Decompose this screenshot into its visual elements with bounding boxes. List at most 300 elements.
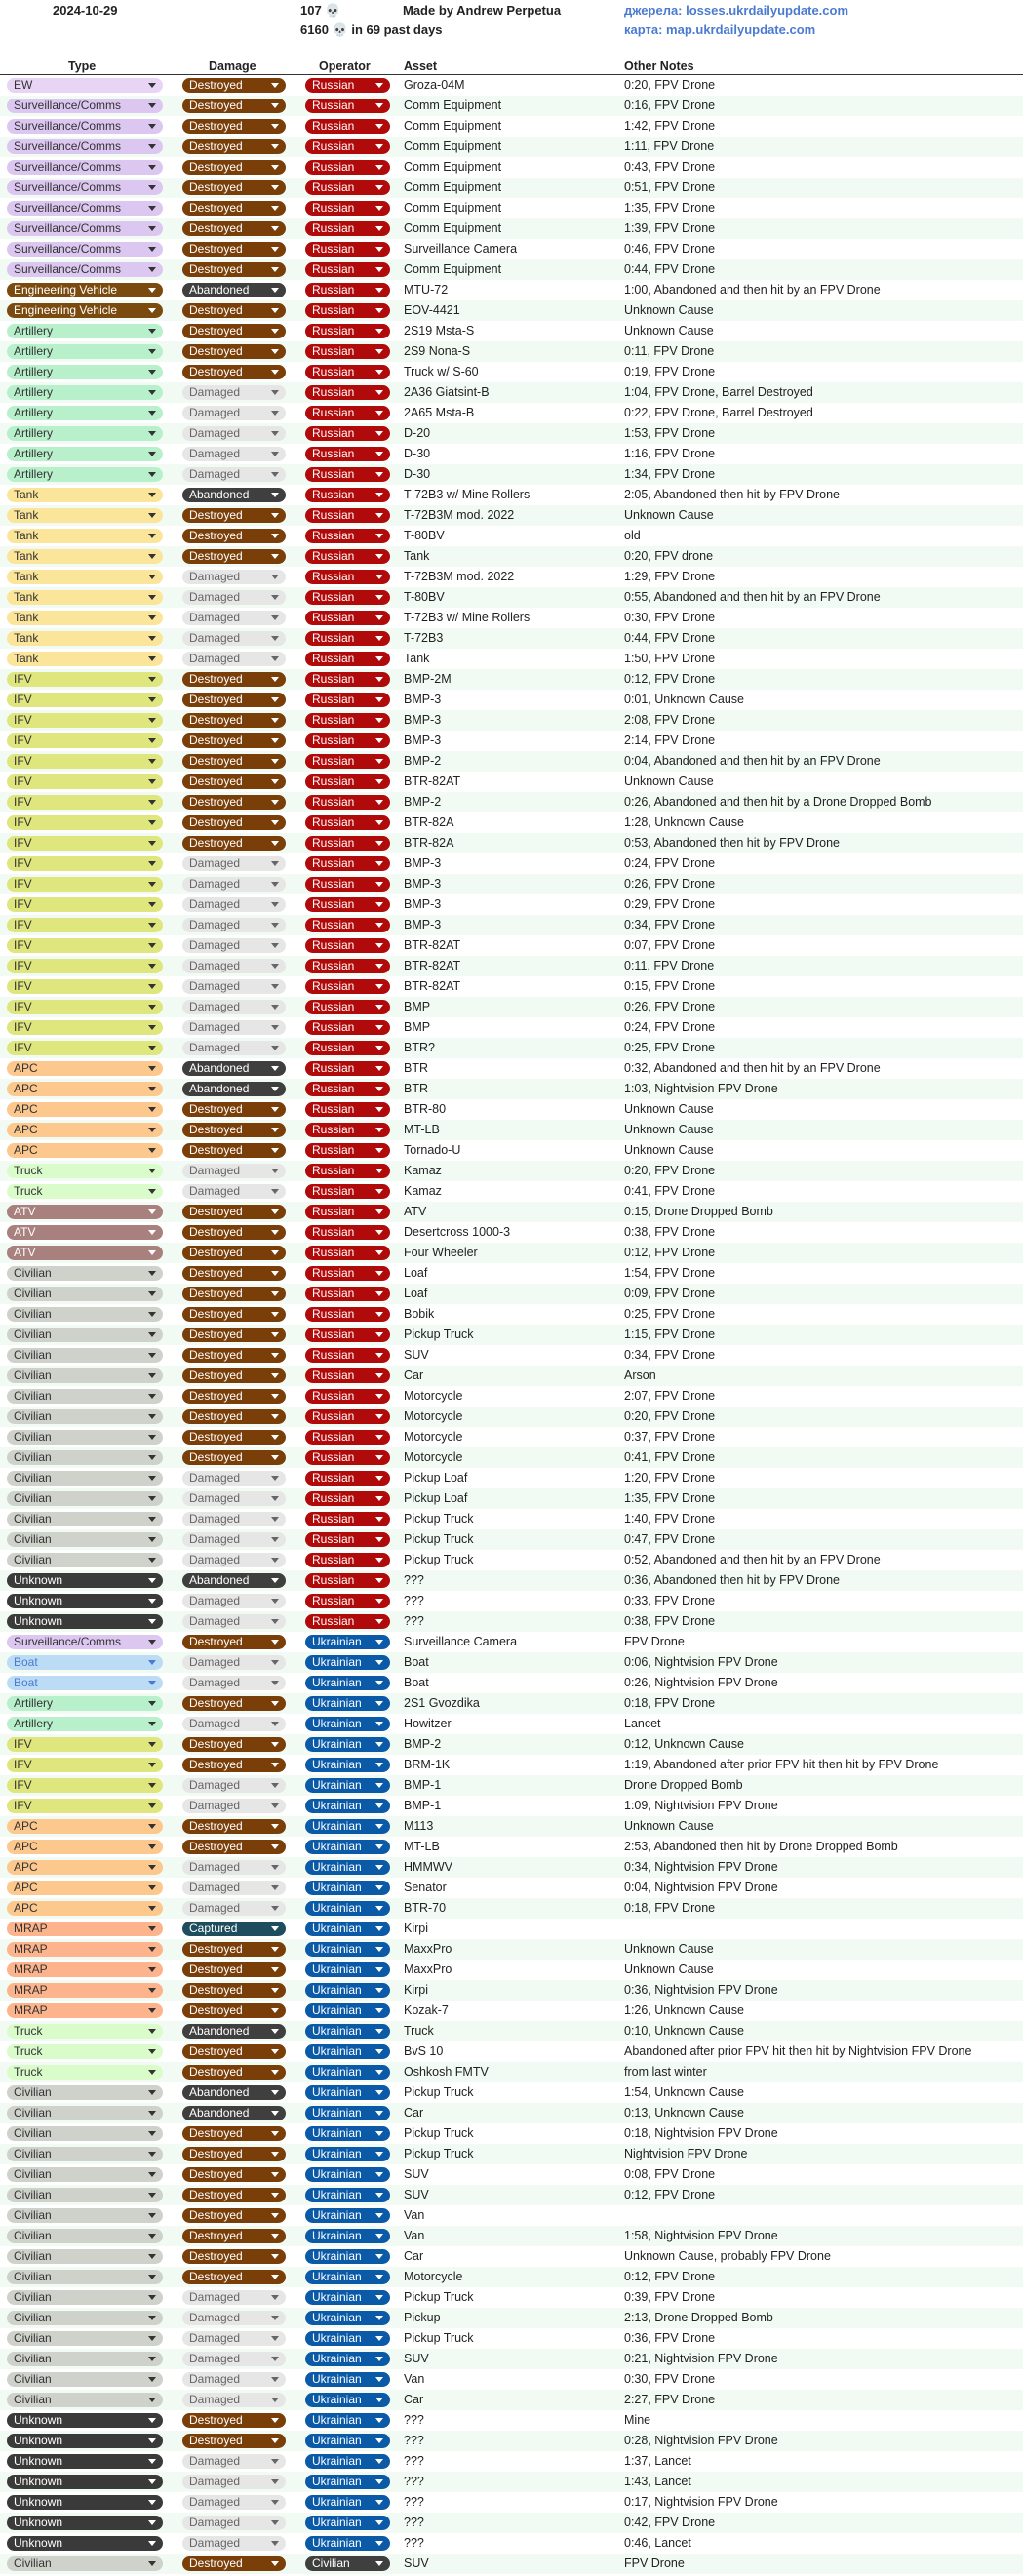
damage-select[interactable] (182, 2372, 286, 2387)
operator-select[interactable] (305, 467, 390, 482)
notes-cell[interactable]: 0:12, FPV Drone (624, 2270, 716, 2283)
notes-cell[interactable]: 0:52, Abandoned and then hit by an FPV Drone (624, 1553, 881, 1566)
notes-cell[interactable]: 0:20, FPV drone (624, 549, 714, 563)
notes-cell[interactable]: 0:34, Nightvision FPV Drone (624, 1860, 778, 1874)
damage-select[interactable] (182, 2126, 286, 2141)
operator-select[interactable] (305, 2495, 390, 2510)
asset-cell[interactable]: BTR-82AT (404, 774, 461, 788)
operator-select[interactable] (305, 1635, 390, 1649)
operator-select[interactable] (305, 1328, 390, 1342)
asset-cell[interactable]: HMMWV (404, 1860, 452, 1874)
damage-select[interactable] (182, 1655, 286, 1670)
notes-cell[interactable]: 1:20, FPV Drone (624, 1471, 716, 1485)
type-select[interactable] (7, 2147, 163, 2161)
type-select[interactable] (7, 2290, 163, 2305)
operator-select[interactable] (305, 1840, 390, 1854)
notes-cell[interactable]: 0:30, FPV Drone (624, 2372, 716, 2386)
type-select[interactable] (7, 1819, 163, 1834)
notes-cell[interactable]: 1:19, Abandoned after prior FPV hit then hit by FPV Drone (624, 1758, 939, 1771)
type-select[interactable] (7, 1676, 163, 1690)
notes-cell[interactable]: Unknown Cause (624, 508, 714, 522)
column-header-type[interactable]: Type (68, 59, 97, 73)
operator-select[interactable] (305, 1409, 390, 1424)
operator-select[interactable] (305, 1696, 390, 1711)
notes-cell[interactable]: Unknown Cause (624, 774, 714, 788)
operator-select[interactable] (305, 1082, 390, 1096)
type-select[interactable] (7, 508, 163, 523)
asset-cell[interactable]: BTR-82A (404, 836, 454, 850)
damage-select[interactable] (182, 119, 286, 134)
asset-cell[interactable]: BMP-3 (404, 693, 442, 706)
damage-select[interactable] (182, 1819, 286, 1834)
asset-cell[interactable]: Comm Equipment (404, 201, 502, 215)
operator-select[interactable] (305, 1614, 390, 1629)
notes-cell[interactable]: Unknown Cause (624, 1102, 714, 1116)
type-select[interactable] (7, 877, 163, 892)
operator-select[interactable] (305, 2556, 390, 2571)
damage-select[interactable] (182, 2413, 286, 2428)
operator-select[interactable] (305, 877, 390, 892)
operator-select[interactable] (305, 2085, 390, 2100)
asset-cell[interactable]: T-80BV (404, 590, 445, 604)
notes-cell[interactable]: 0:46, Lancet (624, 2536, 691, 2550)
asset-cell[interactable]: 2S19 Msta-S (404, 324, 475, 337)
asset-cell[interactable]: T-80BV (404, 529, 445, 542)
operator-select[interactable] (305, 2475, 390, 2489)
notes-cell[interactable]: 0:09, FPV Drone (624, 1287, 716, 1300)
notes-cell[interactable]: 0:07, FPV Drone (624, 938, 716, 952)
damage-select[interactable] (182, 631, 286, 646)
damage-select[interactable] (182, 1287, 286, 1301)
damage-select[interactable] (182, 1450, 286, 1465)
notes-cell[interactable]: 0:04, Abandoned and then hit by an FPV Drone (624, 754, 881, 768)
type-select[interactable] (7, 1922, 163, 1936)
operator-select[interactable] (305, 1655, 390, 1670)
damage-select[interactable] (182, 2065, 286, 2080)
asset-cell[interactable]: SUV (404, 2167, 429, 2181)
operator-select[interactable] (305, 713, 390, 728)
notes-cell[interactable]: 1:26, Unknown Cause (624, 2003, 744, 2017)
asset-cell[interactable]: Van (404, 2229, 425, 2242)
type-select[interactable] (7, 447, 163, 461)
damage-select[interactable] (182, 1368, 286, 1383)
damage-select[interactable] (182, 221, 286, 236)
damage-select[interactable] (182, 180, 286, 195)
type-select[interactable] (7, 2495, 163, 2510)
damage-select[interactable] (182, 1225, 286, 1240)
operator-select[interactable] (305, 2393, 390, 2407)
operator-select[interactable] (305, 1553, 390, 1567)
asset-cell[interactable]: Surveillance Camera (404, 242, 518, 256)
type-select[interactable] (7, 1881, 163, 1895)
damage-select[interactable] (182, 1082, 286, 1096)
operator-select[interactable] (305, 283, 390, 297)
notes-cell[interactable]: Unknown Cause (624, 1942, 714, 1956)
notes-cell[interactable]: 1:37, Lancet (624, 2454, 691, 2468)
type-select[interactable] (7, 283, 163, 297)
asset-cell[interactable]: Kirpi (404, 1983, 429, 1997)
type-select[interactable] (7, 1614, 163, 1629)
operator-select[interactable] (305, 549, 390, 564)
notes-cell[interactable]: 1:54, FPV Drone (624, 1266, 716, 1280)
asset-cell[interactable]: Pickup Truck (404, 1553, 474, 1566)
asset-cell[interactable]: BvS 10 (404, 2044, 444, 2058)
notes-cell[interactable]: 0:12, Unknown Cause (624, 1737, 744, 1751)
type-select[interactable] (7, 959, 163, 973)
operator-select[interactable] (305, 1287, 390, 1301)
asset-cell[interactable]: ??? (404, 2434, 424, 2447)
type-select[interactable] (7, 1942, 163, 1957)
asset-cell[interactable]: T-72B3M mod. 2022 (404, 570, 515, 583)
operator-select[interactable] (305, 1901, 390, 1916)
notes-cell[interactable]: FPV Drone (624, 1635, 685, 1648)
operator-select[interactable] (305, 1819, 390, 1834)
type-select[interactable] (7, 1430, 163, 1445)
type-select[interactable] (7, 1225, 163, 1240)
asset-cell[interactable]: BMP-1 (404, 1778, 442, 1792)
notes-cell[interactable]: 0:19, FPV Drone (624, 365, 716, 378)
type-select[interactable] (7, 631, 163, 646)
asset-cell[interactable]: ??? (404, 1594, 424, 1607)
operator-select[interactable] (305, 1737, 390, 1752)
asset-cell[interactable]: BMP-2 (404, 754, 442, 768)
asset-cell[interactable]: ??? (404, 2454, 424, 2468)
notes-cell[interactable]: 0:01, Unknown Cause (624, 693, 744, 706)
damage-select[interactable] (182, 590, 286, 605)
operator-select[interactable] (305, 652, 390, 666)
operator-select[interactable] (305, 590, 390, 605)
notes-cell[interactable]: 2:27, FPV Drone (624, 2393, 716, 2406)
asset-cell[interactable]: T-72B3 (404, 631, 444, 645)
notes-cell[interactable]: 0:16, FPV Drone (624, 99, 716, 112)
operator-select[interactable] (305, 1041, 390, 1055)
asset-cell[interactable]: ??? (404, 2536, 424, 2550)
notes-cell[interactable]: Lancet (624, 1717, 661, 1730)
type-select[interactable] (7, 99, 163, 113)
notes-cell[interactable]: 0:44, FPV Drone (624, 262, 716, 276)
asset-cell[interactable]: Pickup Truck (404, 2147, 474, 2160)
asset-cell[interactable]: BMP-3 (404, 713, 442, 727)
asset-cell[interactable]: Pickup (404, 2311, 441, 2324)
notes-cell[interactable]: Unknown Cause (624, 1819, 714, 1833)
damage-select[interactable] (182, 2085, 286, 2100)
operator-select[interactable] (305, 1532, 390, 1547)
operator-select[interactable] (305, 672, 390, 687)
operator-select[interactable] (305, 1430, 390, 1445)
asset-cell[interactable]: Pickup Truck (404, 2331, 474, 2345)
notes-cell[interactable]: 0:36, Nightvision FPV Drone (624, 1983, 778, 1997)
operator-select[interactable] (305, 1205, 390, 1219)
damage-select[interactable] (182, 365, 286, 379)
damage-select[interactable] (182, 2024, 286, 2039)
damage-select[interactable] (182, 99, 286, 113)
damage-select[interactable] (182, 549, 286, 564)
notes-cell[interactable]: 0:20, FPV Drone (624, 1164, 716, 1177)
asset-cell[interactable]: Kamaz (404, 1164, 442, 1177)
asset-cell[interactable]: Comm Equipment (404, 221, 502, 235)
operator-select[interactable] (305, 1000, 390, 1014)
asset-cell[interactable]: Comm Equipment (404, 139, 502, 153)
notes-cell[interactable]: 0:42, FPV Drone (624, 2516, 716, 2529)
type-select[interactable] (7, 590, 163, 605)
operator-select[interactable] (305, 836, 390, 851)
operator-select[interactable] (305, 2126, 390, 2141)
damage-select[interactable] (182, 1778, 286, 1793)
type-select[interactable] (7, 897, 163, 912)
type-select[interactable] (7, 2085, 163, 2100)
type-select[interactable] (7, 2311, 163, 2325)
operator-select[interactable] (305, 938, 390, 953)
asset-cell[interactable]: Motorcycle (404, 2270, 463, 2283)
damage-select[interactable] (182, 201, 286, 216)
operator-select[interactable] (305, 1102, 390, 1117)
asset-cell[interactable]: Groza-04M (404, 78, 465, 92)
asset-cell[interactable]: Bobik (404, 1307, 435, 1321)
damage-select[interactable] (182, 795, 286, 810)
type-select[interactable] (7, 2536, 163, 2551)
operator-select[interactable] (305, 2208, 390, 2223)
asset-cell[interactable]: Kamaz (404, 1184, 442, 1198)
damage-select[interactable] (182, 2003, 286, 2018)
type-select[interactable] (7, 2249, 163, 2264)
type-select[interactable] (7, 2065, 163, 2080)
damage-select[interactable] (182, 570, 286, 584)
notes-cell[interactable]: 0:37, FPV Drone (624, 1430, 716, 1444)
type-select[interactable] (7, 1102, 163, 1117)
asset-cell[interactable]: Comm Equipment (404, 160, 502, 174)
operator-select[interactable] (305, 570, 390, 584)
asset-cell[interactable]: Desertcross 1000-3 (404, 1225, 511, 1239)
operator-select[interactable] (305, 1799, 390, 1813)
asset-cell[interactable]: BTR-82AT (404, 959, 461, 972)
type-select[interactable] (7, 549, 163, 564)
type-select[interactable] (7, 467, 163, 482)
asset-cell[interactable]: T-72B3 w/ Mine Rollers (404, 611, 531, 624)
asset-cell[interactable]: EOV-4421 (404, 303, 460, 317)
type-select[interactable] (7, 139, 163, 154)
notes-cell[interactable]: 1:40, FPV Drone (624, 1512, 716, 1526)
damage-select[interactable] (182, 672, 286, 687)
operator-select[interactable] (305, 979, 390, 994)
asset-cell[interactable]: SUV (404, 1348, 429, 1362)
notes-cell[interactable]: 1:35, FPV Drone (624, 201, 716, 215)
damage-select[interactable] (182, 283, 286, 297)
operator-select[interactable] (305, 2249, 390, 2264)
notes-cell[interactable]: 1:42, FPV Drone (624, 119, 716, 133)
asset-cell[interactable]: Oshkosh FMTV (404, 2065, 489, 2079)
type-select[interactable] (7, 2393, 163, 2407)
asset-cell[interactable]: Boat (404, 1655, 429, 1669)
asset-cell[interactable]: Kozak-7 (404, 2003, 449, 2017)
column-header-notes[interactable]: Other Notes (624, 59, 694, 73)
type-select[interactable] (7, 1512, 163, 1526)
type-select[interactable] (7, 1717, 163, 1731)
notes-cell[interactable]: 0:18, Nightvision FPV Drone (624, 2126, 778, 2140)
operator-select[interactable] (305, 1061, 390, 1076)
operator-select[interactable] (305, 2065, 390, 2080)
notes-cell[interactable]: 2:53, Abandoned then hit by Drone Dropped Bomb (624, 1840, 898, 1853)
damage-select[interactable] (182, 2516, 286, 2530)
notes-cell[interactable]: 2:13, Drone Dropped Bomb (624, 2311, 773, 2324)
notes-cell[interactable]: 0:32, Abandoned and then hit by an FPV Drone (624, 1061, 881, 1075)
asset-cell[interactable]: Senator (404, 1881, 447, 1894)
asset-cell[interactable]: MaxxPro (404, 1962, 452, 1976)
damage-select[interactable] (182, 344, 286, 359)
damage-select[interactable] (182, 1409, 286, 1424)
operator-select[interactable] (305, 2003, 390, 2018)
type-select[interactable] (7, 611, 163, 625)
asset-cell[interactable]: BTR-82A (404, 815, 454, 829)
notes-cell[interactable]: from last winter (624, 2065, 707, 2079)
type-select[interactable] (7, 1082, 163, 1096)
notes-cell[interactable]: 1:09, Nightvision FPV Drone (624, 1799, 778, 1812)
asset-cell[interactable]: ??? (404, 2413, 424, 2427)
operator-select[interactable] (305, 1020, 390, 1035)
operator-select[interactable] (305, 1164, 390, 1178)
asset-cell[interactable]: Motorcycle (404, 1389, 463, 1403)
damage-select[interactable] (182, 1614, 286, 1629)
type-select[interactable] (7, 2372, 163, 2387)
damage-select[interactable] (182, 2208, 286, 2223)
asset-cell[interactable]: BMP-2 (404, 795, 442, 809)
damage-select[interactable] (182, 1061, 286, 1076)
operator-select[interactable] (305, 1143, 390, 1158)
damage-select[interactable] (182, 1328, 286, 1342)
operator-select[interactable] (305, 897, 390, 912)
type-select[interactable] (7, 180, 163, 195)
operator-select[interactable] (305, 1266, 390, 1281)
type-select[interactable] (7, 78, 163, 93)
asset-cell[interactable]: Comm Equipment (404, 119, 502, 133)
type-select[interactable] (7, 1000, 163, 1014)
operator-select[interactable] (305, 2229, 390, 2243)
damage-select[interactable] (182, 2434, 286, 2448)
type-select[interactable] (7, 2352, 163, 2366)
operator-select[interactable] (305, 1348, 390, 1363)
damage-select[interactable] (182, 1164, 286, 1178)
asset-cell[interactable]: Tank (404, 652, 430, 665)
notes-cell[interactable]: 0:47, FPV Drone (624, 1532, 716, 1546)
notes-cell[interactable]: 0:12, FPV Drone (624, 672, 716, 686)
notes-cell[interactable]: 0:12, FPV Drone (624, 2188, 716, 2201)
damage-select[interactable] (182, 2147, 286, 2161)
notes-cell[interactable]: Drone Dropped Bomb (624, 1778, 743, 1792)
damage-select[interactable] (182, 652, 286, 666)
asset-cell[interactable]: Comm Equipment (404, 99, 502, 112)
notes-cell[interactable]: 0:34, FPV Drone (624, 1348, 716, 1362)
asset-cell[interactable]: Pickup Loaf (404, 1471, 468, 1485)
type-select[interactable] (7, 1737, 163, 1752)
type-select[interactable] (7, 754, 163, 769)
asset-cell[interactable]: ??? (404, 1573, 424, 1587)
operator-select[interactable] (305, 262, 390, 277)
operator-select[interactable] (305, 1491, 390, 1506)
damage-select[interactable] (182, 918, 286, 932)
type-select[interactable] (7, 733, 163, 748)
notes-cell[interactable]: 0:44, FPV Drone (624, 631, 716, 645)
asset-cell[interactable]: ??? (404, 2516, 424, 2529)
notes-cell[interactable]: 1:39, FPV Drone (624, 221, 716, 235)
asset-cell[interactable]: Howitzer (404, 1717, 452, 1730)
damage-select[interactable] (182, 1532, 286, 1547)
asset-cell[interactable]: D-30 (404, 467, 431, 481)
operator-select[interactable] (305, 1225, 390, 1240)
type-select[interactable] (7, 836, 163, 851)
notes-cell[interactable]: 0:25, FPV Drone (624, 1307, 716, 1321)
damage-select[interactable] (182, 2536, 286, 2551)
type-select[interactable] (7, 1635, 163, 1649)
operator-select[interactable] (305, 2106, 390, 2120)
operator-select[interactable] (305, 1594, 390, 1608)
operator-select[interactable] (305, 1184, 390, 1199)
damage-select[interactable] (182, 2454, 286, 2469)
notes-cell[interactable]: 1:28, Unknown Cause (624, 815, 744, 829)
damage-select[interactable] (182, 2352, 286, 2366)
operator-select[interactable] (305, 754, 390, 769)
operator-select[interactable] (305, 2516, 390, 2530)
damage-select[interactable] (182, 1799, 286, 1813)
damage-select[interactable] (182, 2393, 286, 2407)
notes-cell[interactable]: Unknown Cause (624, 1123, 714, 1136)
type-select[interactable] (7, 324, 163, 338)
notes-cell[interactable]: 1:29, FPV Drone (624, 570, 716, 583)
notes-cell[interactable]: 1:15, FPV Drone (624, 1328, 716, 1341)
operator-select[interactable] (305, 385, 390, 400)
asset-cell[interactable]: Kirpi (404, 1922, 429, 1935)
column-header-operator[interactable]: Operator (319, 59, 371, 73)
type-select[interactable] (7, 1328, 163, 1342)
type-select[interactable] (7, 2556, 163, 2571)
notes-cell[interactable]: 2:07, FPV Drone (624, 1389, 716, 1403)
notes-cell[interactable]: 1:54, Unknown Cause (624, 2085, 744, 2099)
operator-select[interactable] (305, 426, 390, 441)
type-select[interactable] (7, 242, 163, 257)
type-select[interactable] (7, 774, 163, 789)
asset-cell[interactable]: ATV (404, 1205, 427, 1218)
type-select[interactable] (7, 1983, 163, 1998)
asset-cell[interactable]: ??? (404, 1614, 424, 1628)
operator-select[interactable] (305, 1307, 390, 1322)
asset-cell[interactable]: Pickup Truck (404, 2126, 474, 2140)
type-select[interactable] (7, 1205, 163, 1219)
damage-select[interactable] (182, 139, 286, 154)
operator-select[interactable] (305, 2311, 390, 2325)
type-select[interactable] (7, 2167, 163, 2182)
notes-cell[interactable]: 0:26, Abandoned and then hit by a Drone Dropped Bomb (624, 795, 932, 809)
damage-select[interactable] (182, 2188, 286, 2202)
operator-select[interactable] (305, 959, 390, 973)
operator-select[interactable] (305, 2372, 390, 2387)
damage-select[interactable] (182, 979, 286, 994)
notes-cell[interactable]: 0:55, Abandoned and then hit by an FPV Drone (624, 590, 881, 604)
damage-select[interactable] (182, 2556, 286, 2571)
damage-select[interactable] (182, 693, 286, 707)
type-select[interactable] (7, 1553, 163, 1567)
damage-select[interactable] (182, 406, 286, 420)
damage-select[interactable] (182, 467, 286, 482)
type-select[interactable] (7, 1840, 163, 1854)
type-select[interactable] (7, 2003, 163, 2018)
type-select[interactable] (7, 1594, 163, 1608)
damage-select[interactable] (182, 1840, 286, 1854)
damage-select[interactable] (182, 1881, 286, 1895)
operator-select[interactable] (305, 1450, 390, 1465)
notes-cell[interactable]: Mine (624, 2413, 651, 2427)
operator-select[interactable] (305, 1246, 390, 1260)
damage-select[interactable] (182, 1000, 286, 1014)
notes-cell[interactable]: 0:28, Nightvision FPV Drone (624, 2434, 778, 2447)
type-select[interactable] (7, 488, 163, 502)
